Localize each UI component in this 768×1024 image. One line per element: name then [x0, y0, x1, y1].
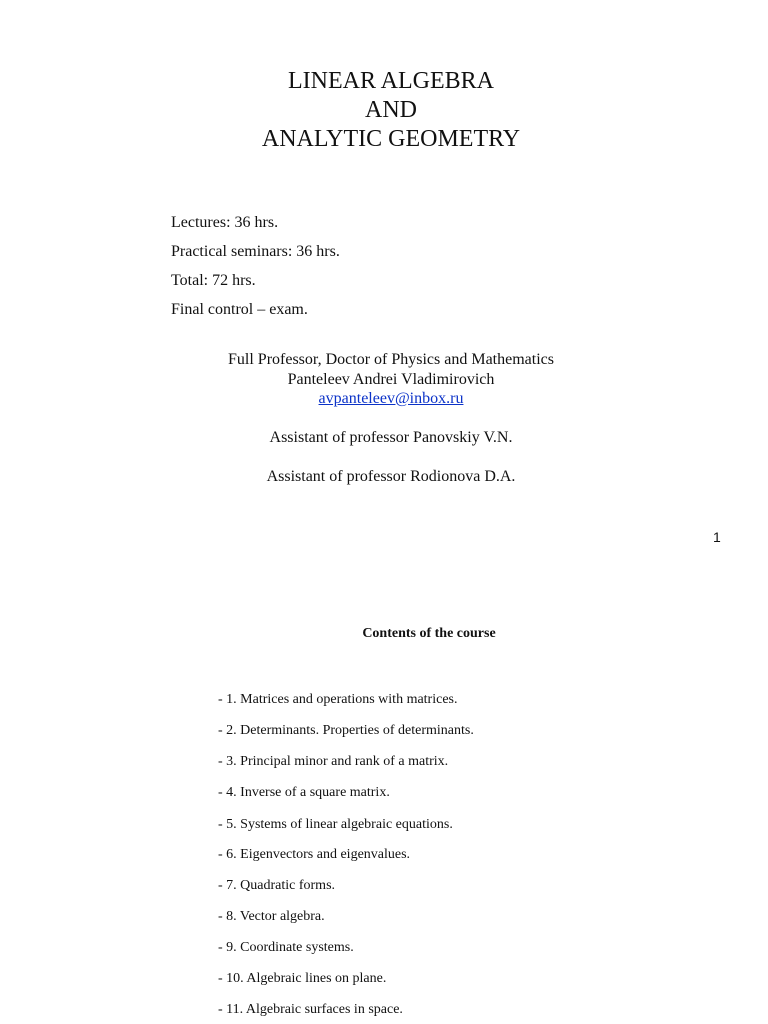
assistant-1: Assistant of professor Panovskiy V.N. — [269, 429, 513, 446]
professor-name: Panteleev Andrei Vladimirovich — [287, 371, 495, 388]
email-link[interactable]: avpanteleev@inbox.ru — [318, 390, 464, 407]
seminar-hours: Practical seminars: 36 hrs. — [171, 243, 340, 260]
toc-item: - 7. Quadratic forms. — [218, 878, 336, 893]
contents-heading: Contents of the course — [362, 626, 496, 641]
toc-item: - 1. Matrices and operations with matrices. — [218, 692, 458, 707]
total-hours: Total: 72 hrs. — [171, 272, 256, 289]
toc-item: - 3. Principal minor and rank of a matrix. — [218, 754, 449, 769]
toc-item: - 5. Systems of linear algebraic equations. — [218, 817, 453, 832]
toc-item: - 9. Coordinate systems. — [218, 940, 354, 955]
title-line-3: ANALYTIC GEOMETRY — [261, 126, 521, 152]
professor-title: Full Professor, Doctor of Physics and Mathematics — [228, 351, 554, 368]
toc-item: - 4. Inverse of a square matrix. — [218, 785, 390, 800]
toc-item: - 10. Algebraic lines on plane. — [218, 971, 387, 986]
final-control: Final control – exam. — [171, 301, 308, 318]
toc-item: - 8. Vector algebra. — [218, 909, 325, 924]
page-number: 1 — [713, 529, 721, 545]
email-line — [0, 389, 768, 409]
title-line-2: AND — [365, 97, 417, 123]
title-line-1: LINEAR ALGEBRA — [288, 68, 494, 94]
toc-item: - 11. Algebraic surfaces in space. — [218, 1002, 403, 1017]
toc-item: - 6. Eigenvectors and eigenvalues. — [218, 847, 411, 862]
toc-item: - 2. Determinants. Properties of determinants. — [218, 723, 474, 738]
assistant-2: Assistant of professor Rodionova D.A. — [266, 468, 516, 485]
lectures-hours: Lectures: 36 hrs. — [171, 214, 279, 231]
